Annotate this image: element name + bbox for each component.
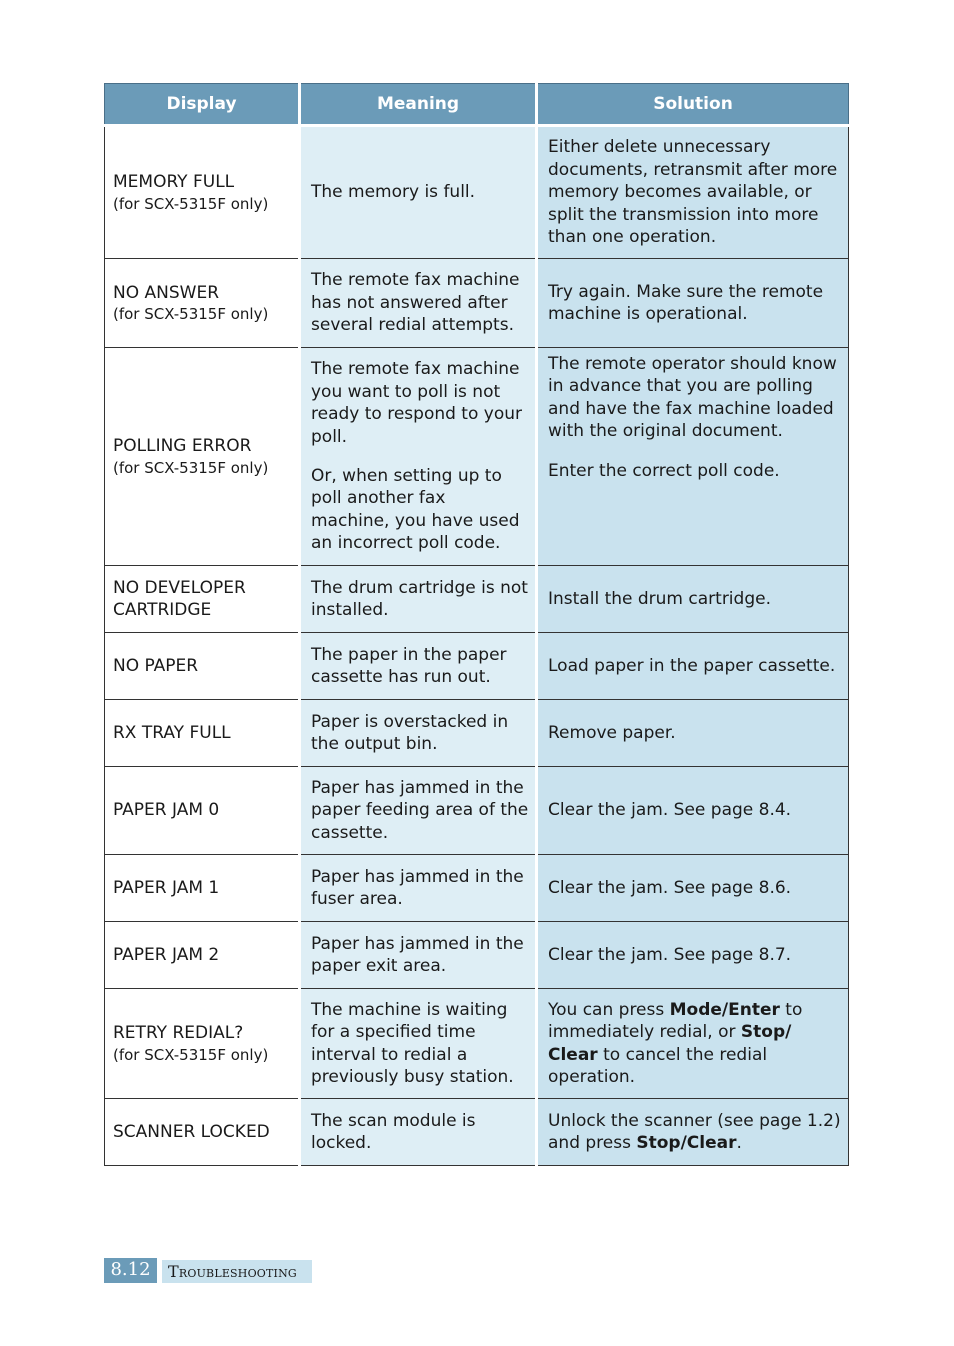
display-cell: NO ANSWER (for SCX-5315F only) bbox=[105, 259, 300, 348]
display-cell: PAPER JAM 0 bbox=[105, 767, 300, 855]
table-row bbox=[105, 126, 849, 259]
solution-cell: Either delete unnecessary documents, retransmit after more memory becomes available, or split the transmission into more than one operation. bbox=[537, 126, 849, 259]
stop-clear-key: Stop/ Clear bbox=[548, 1022, 792, 1065]
solution-cell: Clear the jam. See page 8.6. bbox=[537, 855, 849, 922]
meaning-cell: The remote fax machine you want to poll is not ready to respond to your poll. Or, when setting up to poll another fax machine, you have used an incorrect poll code. bbox=[300, 348, 537, 566]
error-message-table bbox=[104, 83, 849, 1166]
mode-enter-key: Mode/Enter bbox=[669, 999, 780, 1020]
table-row bbox=[105, 855, 849, 922]
header-display: Display bbox=[105, 84, 300, 126]
meaning-cell: Paper is overstacked in the output bin. bbox=[300, 700, 537, 767]
meaning-cell: The remote fax machine has not answered after several redial attempts. bbox=[300, 259, 537, 348]
meaning-cell: Paper has jammed in the paper exit area. bbox=[300, 922, 537, 989]
solution-cell: Install the drum cartridge. bbox=[537, 566, 849, 633]
display-cell: MEMORY FULL (for SCX-5315F only) bbox=[105, 126, 300, 259]
meaning-cell: The drum cartridge is not installed. bbox=[300, 566, 537, 633]
stop-clear-key: Stop/Clear bbox=[636, 1133, 737, 1153]
table-row bbox=[105, 989, 849, 1099]
display-note: (for SCX-5315F only) bbox=[113, 458, 269, 477]
display-note: (for SCX-5315F only) bbox=[113, 305, 269, 324]
display-cell: PAPER JAM 1 bbox=[105, 855, 300, 922]
display-cell: PAPER JAM 2 bbox=[105, 922, 300, 989]
solution-cell: Remove paper. bbox=[537, 700, 849, 767]
meaning-cell: The memory is full. bbox=[300, 126, 537, 259]
display-cell: RETRY REDIAL? (for SCX-5315F only) bbox=[105, 989, 300, 1099]
header-meaning: Meaning bbox=[300, 84, 537, 126]
table-row bbox=[105, 1099, 849, 1166]
display-note: (for SCX-5315F only) bbox=[113, 194, 269, 213]
solution-cell: Try again. Make sure the remote machine is operational. bbox=[537, 259, 849, 348]
meaning-cell: The machine is waiting for a specified time interval to redial a previously busy station. bbox=[300, 989, 537, 1099]
section-title: Troubleshooting bbox=[162, 1260, 312, 1283]
display-cell: NO PAPER bbox=[105, 633, 300, 700]
table-row bbox=[105, 566, 849, 633]
display-cell: SCANNER LOCKED bbox=[105, 1099, 300, 1166]
table-row bbox=[105, 700, 849, 767]
display-cell: POLLING ERROR (for SCX-5315F only) bbox=[105, 348, 300, 566]
meaning-cell: Paper has jammed in the fuser area. bbox=[300, 855, 537, 922]
meaning-cell: The paper in the paper cassette has run out. bbox=[300, 633, 537, 700]
table-row bbox=[105, 767, 849, 855]
table-row bbox=[105, 259, 849, 348]
table-header-row bbox=[105, 84, 849, 126]
display-cell: NO DEVELOPER CARTRIDGE bbox=[105, 566, 300, 633]
meaning-cell: The scan module is locked. bbox=[300, 1099, 537, 1166]
solution-cell: Load paper in the paper cassette. bbox=[537, 633, 849, 700]
solution-cell: The remote operator should know in advance that you are polling and have the fax machine loaded with the original document. Enter the correct poll code. bbox=[537, 348, 849, 566]
header-solution: Solution bbox=[537, 84, 849, 126]
solution-cell: You can press Mode/Enter to immediately redial, or Stop/ Clear to cancel the redial operation. bbox=[537, 989, 849, 1099]
solution-cell: Clear the jam. See page 8.4. bbox=[537, 767, 849, 855]
page-number: 8.12 bbox=[104, 1258, 157, 1283]
display-cell: RX TRAY FULL bbox=[105, 700, 300, 767]
table-row bbox=[105, 922, 849, 989]
solution-cell: Clear the jam. See page 8.7. bbox=[537, 922, 849, 989]
solution-cell: Unlock the scanner (see page 1.2) and press Stop/Clear. bbox=[537, 1099, 849, 1166]
display-note: (for SCX-5315F only) bbox=[113, 1045, 269, 1064]
table-row bbox=[105, 633, 849, 700]
table-row bbox=[105, 348, 849, 566]
meaning-cell: Paper has jammed in the paper feeding area of the cassette. bbox=[300, 767, 537, 855]
